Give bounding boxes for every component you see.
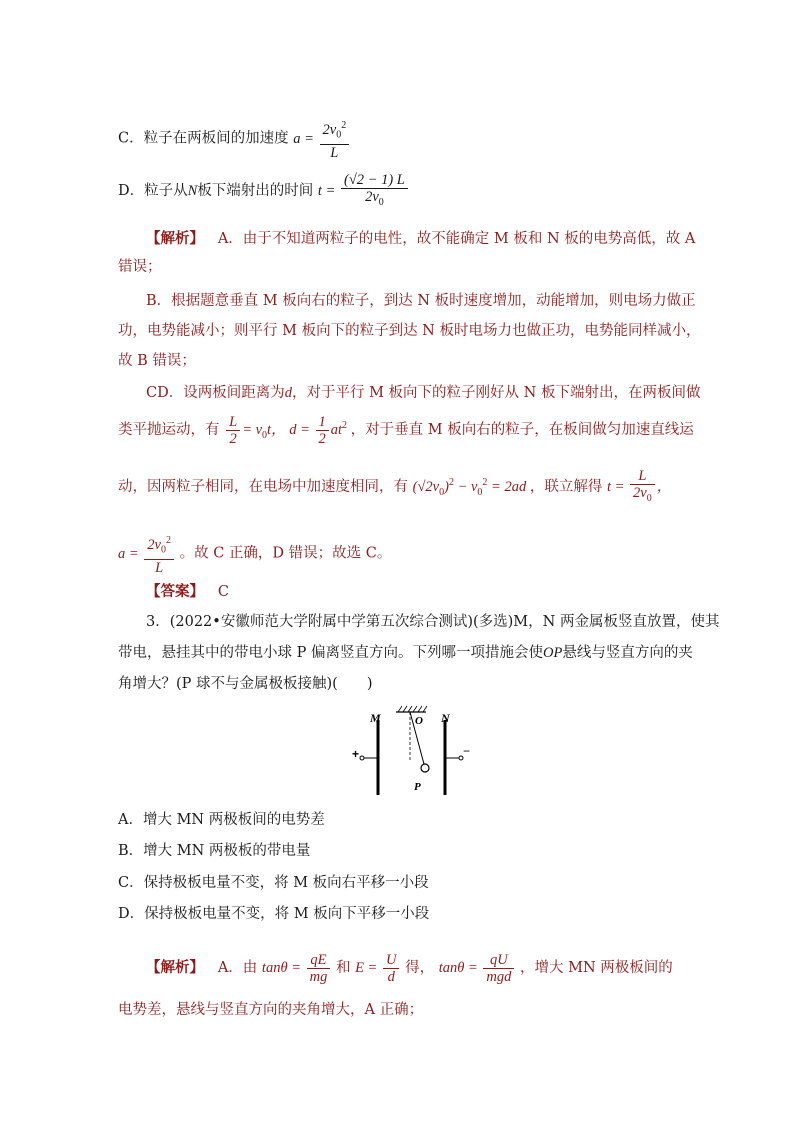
accel-formula <box>293 120 351 161</box>
q3-line1 <box>118 612 720 632</box>
option-d-prefix: D．粒子从 <box>118 182 188 199</box>
sub: 0 <box>378 196 384 208</box>
label-m: M <box>370 711 381 725</box>
q3-text: 带电，悬挂其中的带电小球 P 偏离竖直方向。下列哪一项措施会使 <box>118 645 543 661</box>
num: qE <box>307 952 331 969</box>
and-text: 和 <box>335 959 351 976</box>
formula-tan1 <box>261 952 336 985</box>
plus-sign: + <box>352 747 360 761</box>
d-sym: d <box>284 385 292 401</box>
formula-E <box>355 952 405 985</box>
sub: 0 <box>477 486 483 498</box>
den: d <box>387 969 395 985</box>
formula-v: $(√2v_0)^2 - v_0^2 = 2ad$ <box>412 476 527 498</box>
b1-text: B．根据题意垂直 M 板向右的粒子，到达 N 板时速度增加，动能增加，则电场力做正 <box>146 293 696 309</box>
q3-option-a: A．增大 MN 两极板间的电势差 <box>118 812 325 828</box>
capacitor-pendulum-figure <box>350 700 475 800</box>
sup: 2 <box>341 120 347 131</box>
answer-value: C <box>217 584 229 600</box>
sup: 2 <box>448 476 454 488</box>
label-p: P <box>414 781 421 793</box>
cd4-text: 。故 C 正确，D 错误；故选 C。 <box>179 545 392 562</box>
formula-tan2 <box>438 952 520 985</box>
figure-svg <box>350 700 475 800</box>
den: L <box>155 559 164 576</box>
analysis-1-cd4 <box>118 533 676 576</box>
frac <box>341 172 408 211</box>
den: mg <box>309 969 328 985</box>
den: L <box>330 144 339 161</box>
ball-p <box>421 764 429 772</box>
cd3a-text: 动，因两粒子相同，在电场中加速度相同，有 <box>118 478 408 495</box>
a-eq: a = <box>118 545 139 562</box>
sub: 0 <box>336 129 342 141</box>
num: 2v <box>147 536 161 553</box>
analysis-tag: 【解析】 <box>146 958 204 976</box>
num: qU <box>483 952 514 969</box>
den: mgd <box>486 969 512 985</box>
q3-option-b: B．增大 MN 两极板的带电量 <box>118 843 311 859</box>
option-c-text: C．粒子在两板间的加速度 <box>118 130 289 147</box>
q3-option-c: C．保持极板电量不变，将 M 板向右平移一小段 <box>118 875 429 891</box>
analysis-tag: 【解析】 <box>146 230 204 247</box>
sub: 0 <box>262 429 268 441</box>
minus-sign: − <box>463 744 471 758</box>
sub: 0 <box>439 486 445 498</box>
q3-text: 3．(2022•安徽师范大学附属中学第五次综合测试)(多选)M，N 两金属板竖直放置，使其 <box>146 614 720 630</box>
analysis-1-b3: 故 B 错误； <box>118 353 196 369</box>
q3-line2 <box>118 643 693 663</box>
sub: 0 <box>160 544 166 556</box>
a1-text: A．由 <box>217 959 258 976</box>
e-eq: E = <box>355 959 378 976</box>
t-eq: t = <box>317 182 336 199</box>
sup: 2 <box>342 420 348 431</box>
analysis-1-cd1 <box>118 383 701 403</box>
terminal-m-node <box>360 756 364 760</box>
formula-t: t = $\frac{L}{2v_0}$ ， <box>606 468 672 504</box>
tail-text: ，增大 MN 两极板间的 <box>520 959 673 976</box>
t-eq: t = <box>606 478 625 495</box>
analysis-1-b1 <box>118 291 696 311</box>
a-eq: a = <box>293 130 314 147</box>
eq: = v <box>242 421 263 438</box>
tan: tanθ = <box>261 959 301 976</box>
analysis-a-text: A．由于不知道两粒子的电性，故不能确定 M 板和 N 板的电势高低，故 A <box>217 231 696 247</box>
num: L <box>630 468 655 485</box>
sup: 2 <box>482 476 488 488</box>
eq-d: d = <box>289 421 310 438</box>
analysis-1-cd3 <box>118 468 676 507</box>
den: 2v <box>633 485 647 501</box>
analysis-1-a-cont: 错误； <box>118 259 162 275</box>
analysis-1-b2: 功，电势能减小；则平行 M 板向下的粒子到达 N 板时电场力也做正功，电势能同样减小， <box>118 323 701 339</box>
num: U <box>383 952 399 969</box>
option-d <box>118 172 676 211</box>
analysis-2-line2: 电势差，悬线与竖直方向的夹角增大，A 正确； <box>118 1002 424 1018</box>
sup: 2 <box>165 535 171 546</box>
num: 2v <box>322 121 337 138</box>
den: 2v <box>365 189 379 205</box>
time-formula <box>317 172 410 208</box>
analysis-2 <box>118 952 676 985</box>
cd1-text: CD．设两板间距离为 <box>146 385 285 401</box>
num: (√2 − 1) L <box>341 172 408 189</box>
de-text: 得， <box>405 959 435 976</box>
op-sym: OP <box>542 645 563 661</box>
answer-tag: 【答案】 <box>146 583 204 600</box>
label-o: O <box>415 715 423 727</box>
analysis-1-a <box>118 229 696 249</box>
at: at <box>330 421 343 438</box>
den: 2 <box>229 431 237 447</box>
label-n: N <box>441 711 450 725</box>
cd2b-text: ，对于垂直 M 板向右的粒子，在板间做匀加速直线运 <box>350 421 694 438</box>
analysis-1-cd2 <box>118 414 694 447</box>
num: 1 <box>316 414 329 431</box>
ceiling-hatch <box>398 706 427 712</box>
eq-2ad: = 2ad <box>491 478 527 495</box>
sub: 0 <box>646 492 652 504</box>
den: 2 <box>318 431 326 447</box>
q3-line3: 角增大？(P 球不与金属极板接触)( ) <box>118 676 373 692</box>
q3-text: 悬线与竖直方向的夹 <box>562 645 693 661</box>
formula-L2: $\frac{L}{2}$ = $v_0t$， d = $\frac{1}{2}$ $at^2$ <box>224 422 351 438</box>
cd3b-text: ，联立解得 <box>529 478 603 495</box>
v-tail: − v <box>457 478 478 495</box>
option-c <box>118 118 676 161</box>
frac <box>320 118 350 161</box>
formula-a <box>118 535 180 576</box>
tan: tanθ = <box>438 959 478 976</box>
answer <box>118 582 676 602</box>
cd1b-text: ，对于平行 M 板向下的粒子刚好从 N 板下端射出，在两板间做 <box>291 385 701 401</box>
num: L <box>226 414 240 431</box>
cd2a-text: 类平抛运动，有 <box>118 421 220 438</box>
q3-option-d: D．保持极板电量不变，将 M 板向下平移一小段 <box>118 906 430 922</box>
option-d-mid: 板下端射出的时间 <box>197 182 314 199</box>
n-sym: N <box>187 182 198 199</box>
v-expr: (√2v <box>412 478 440 495</box>
